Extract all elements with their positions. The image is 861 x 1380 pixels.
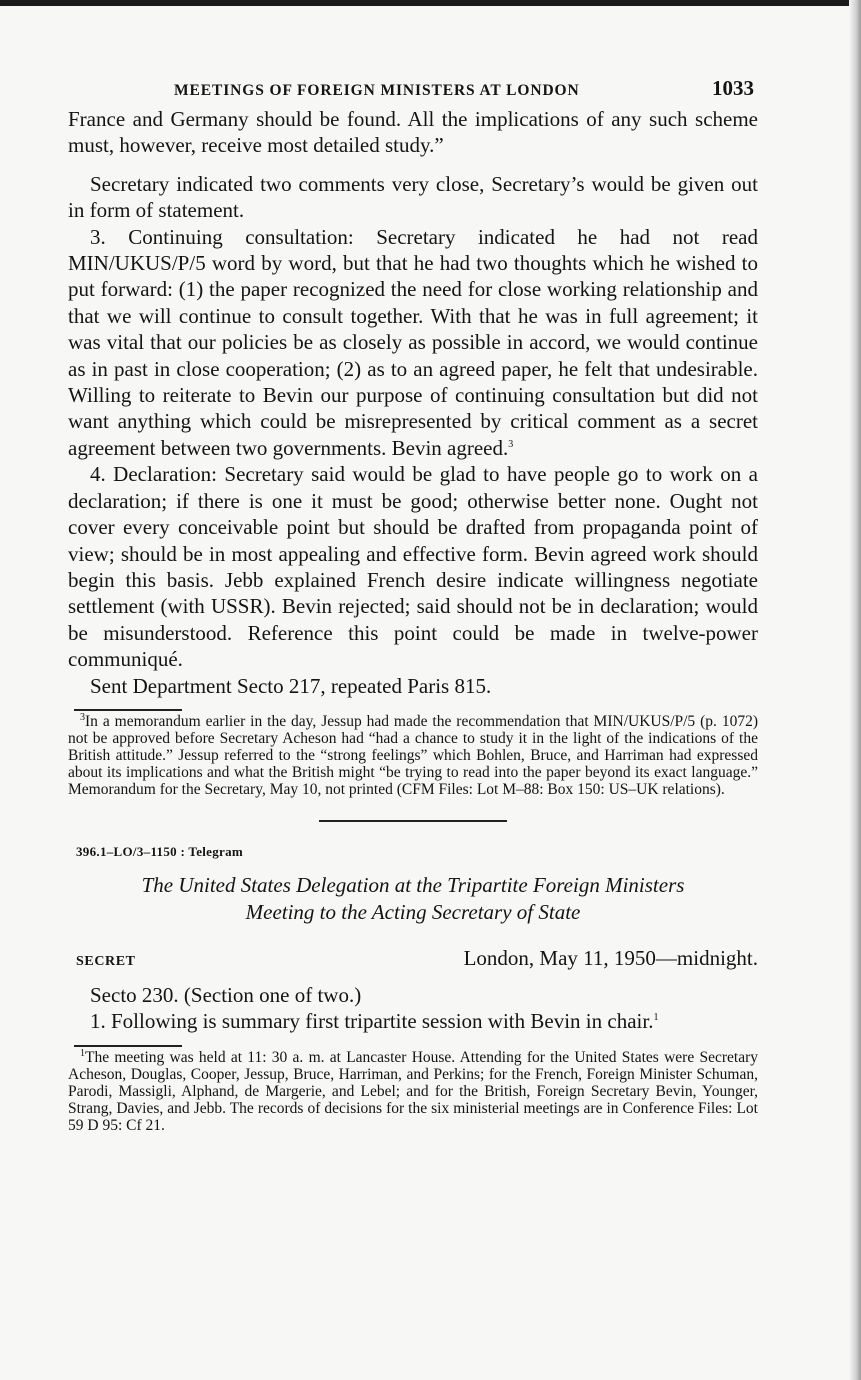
- footnote-rule: [74, 1045, 182, 1047]
- section-separator: [319, 820, 507, 822]
- footnote-text: The meeting was held at 11: 30 a. m. at Lancaster House. Attending for the United States were Secretary Acheson, Douglas, Cooper, Jessup, Bruce, Harriman, and Perkins; for the French, Foreign Minister Schuman, Parodi, Massigli, Alphand, de Margerie, and Lebel; and for the British, Foreign Secretary Bevin, Younger, Strang, Davies, and Jebb. The records of decisions for the six ministerial meetings are in Conference Files: Lot 59 D 95: Cf 21.: [68, 1048, 758, 1134]
- telegram-body: [68, 982, 758, 1035]
- footnote-ref-3: 3: [508, 438, 514, 450]
- page: [68, 72, 758, 1134]
- heading-line-1: The United States Delegation at the Tripartite Foreign Ministers: [141, 872, 685, 897]
- document-heading: [68, 872, 758, 926]
- footnote-marker: 1: [80, 1047, 85, 1059]
- meta-line: [68, 946, 758, 974]
- body-text: [68, 106, 758, 699]
- paragraph-summary: [68, 1008, 758, 1034]
- footnote-ref-1: 1: [653, 1012, 659, 1024]
- page-edge-shadow: [849, 0, 861, 1380]
- paragraph-secto: Secto 230. (Section one of two.): [90, 982, 362, 1007]
- paragraph-comments: Secretary indicated two comments very close, Secretary’s would be given out in form of statement.: [68, 171, 758, 223]
- footnote-marker: 3: [80, 711, 85, 723]
- paragraph-declaration: 4. Declaration: Secretary said would be glad to have people go to work on a declaration; if there is one it must be good; otherwise better none. Ought not cover every conceivable point but should be drafted from propaganda point of view; should be in most appealing and effective form. Bevin agreed work should begin this basis. Jebb explained French desire indicate willingness negotiate settlement (with USSR). Bevin rejected; said should not be in declaration; would be misunderstood. Reference this point could be made in twelve-power communiqué.: [68, 462, 758, 672]
- running-title: MEETINGS OF FOREIGN MINISTERS AT LONDON: [174, 82, 580, 99]
- footnote-rule: [74, 709, 182, 711]
- running-head: [68, 72, 758, 106]
- paragraph-continuing-consultation: [68, 224, 758, 462]
- footnote-3: [68, 713, 758, 798]
- paragraph-text: 1. Following is summary first tripartite session with Bevin in chair.: [90, 1009, 654, 1034]
- paragraph-sent-department: Sent Department Secto 217, repeated Paris 815.: [90, 673, 492, 698]
- document-id: 396.1–LO/3–1150 : Telegram: [76, 843, 244, 859]
- dateline: London, May 11, 1950—midnight.: [463, 945, 758, 970]
- page-number: 1033: [712, 76, 754, 100]
- footnote-1: [68, 1049, 758, 1134]
- top-border: [0, 0, 861, 6]
- heading-line-2: Meeting to the Acting Secretary of State: [245, 899, 581, 924]
- paragraph-continuation: France and Germany should be found. All the implications of any such scheme must, however, receive most detailed study.”: [68, 107, 758, 158]
- footnote-text: In a memorandum earlier in the day, Jessup had made the recommendation that MIN/UKUS/P/5 (p. 1072) not be approved before Secretary Acheson had “had a chance to study it in the light of the indications of the British attitude.” Jessup referred to the “strong feelings” which Bohlen, Bruce, and Harriman had expressed about its implications and what the British might “be trying to read into the paper beyond its exact language.” Memorandum for the Secretary, May 10, not printed (CFM Files: Lot M–88: Box 150: US–UK relations).: [68, 712, 758, 798]
- classification-label: SECRET: [76, 953, 136, 969]
- paragraph-text: 3. Continuing consultation: Secretary indicated he had not read MIN/UKUS/P/5 word by word, but that he had two thoughts which he wished to put forward: (1) the paper recognized the need for close working relationship and that we will continue to consult together. With that he was in full agreement; it was vital that our policies be as closely as possible in accord, we would continue as in past in close cooperation; (2) as to an agreed paper, he felt that undesirable. Willing to reiterate to Bevin our purpose of continuing consultation but did not want anything which could be misrepresented by critical comment as a secret agreement between two governments. Bevin agreed.: [68, 224, 758, 460]
